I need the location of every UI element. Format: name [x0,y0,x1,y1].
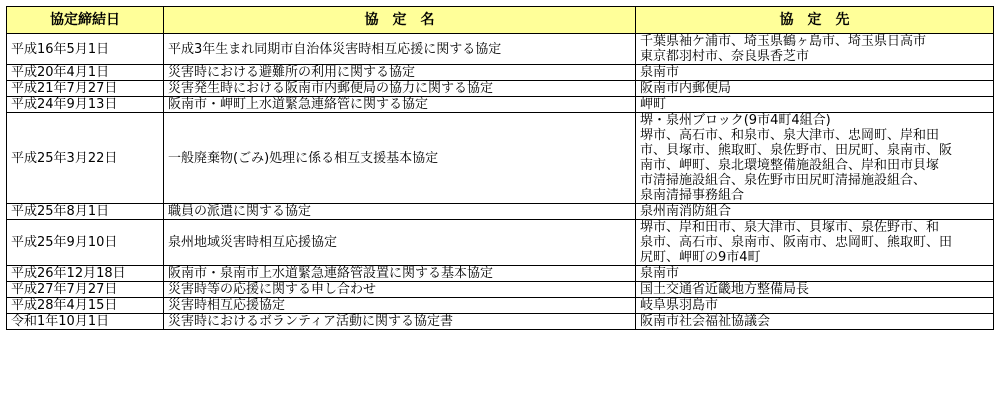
agreement-name-cell: 災害時におけるボランティア活動に関する協定書 [164,314,636,330]
date-cell: 平成25年3月22日 [7,113,164,204]
table-row [7,65,994,81]
date-cell: 平成21年7月27日 [7,81,164,97]
date-cell: 平成20年4月1日 [7,65,164,81]
date-cell: 平成28年4月15日 [7,298,164,314]
table-body [7,34,994,330]
table-row [7,34,994,65]
agreement-name-cell: 一般廃棄物(ごみ)処理に係る相互支援基本協定 [164,113,636,204]
table-row [7,298,994,314]
date-cell: 平成26年12月18日 [7,266,164,282]
table-row [7,81,994,97]
date-cell: 平成25年8月1日 [7,204,164,220]
date-cell: 令和1年10月1日 [7,314,164,330]
date-cell: 平成27年7月27日 [7,282,164,298]
partner-cell: 泉南市 [636,65,994,81]
agreement-name-cell: 職員の派遣に関する協定 [164,204,636,220]
table-row [7,266,994,282]
header-party: 協 定 先 [636,7,994,34]
partner-cell: 泉南市 [636,266,994,282]
partner-cell: 国土交通省近畿地方整備局長 [636,282,994,298]
table-row [7,314,994,330]
header-date: 協定締結日 [7,7,164,34]
table-row [7,282,994,298]
date-cell: 平成25年9月10日 [7,220,164,266]
agreement-name-cell: 災害時における避難所の利用に関する協定 [164,65,636,81]
table-row [7,204,994,220]
date-cell: 平成16年5月1日 [7,34,164,65]
partner-cell: 堺市、岸和田市、泉大津市、貝塚市、泉佐野市、和 泉市、高石市、泉南市、阪南市、忠岡町、熊取町、田 尻町、岬町の9市4町 [636,220,994,266]
table-row [7,113,994,204]
partner-cell: 岬町 [636,97,994,113]
partner-cell: 堺・泉州ブロック(9市4町4組合) 堺市、高石市、和泉市、泉大津市、忠岡町、岸和田 市、貝塚市、熊取町、泉佐野市、田尻町、泉南市、阪 南市、岬町、泉北環境整備施設組合、岸和田市貝塚 市清掃施設組合、泉佐野市田尻町清掃施設組合、 泉南清掃事務組合 [636,113,994,204]
header-name: 協 定 名 [164,7,636,34]
agreement-name-cell: 平成3年生まれ同期市自治体災害時相互応援に関する協定 [164,34,636,65]
agreement-name-cell: 災害時相互応援協定 [164,298,636,314]
partner-cell: 阪南市社会福祉協議会 [636,314,994,330]
date-cell: 平成24年9月13日 [7,97,164,113]
table-row [7,220,994,266]
agreement-name-cell: 阪南市・岬町上水道緊急連絡管に関する協定 [164,97,636,113]
table-header-row [7,7,994,34]
agreements-table-wrapper [6,6,993,330]
partner-cell: 千葉県袖ケ浦市、埼玉県鶴ヶ島市、埼玉県日高市 東京都羽村市、奈良県香芝市 [636,34,994,65]
agreement-name-cell: 阪南市・泉南市上水道緊急連絡管設置に関する基本協定 [164,266,636,282]
agreement-name-cell: 災害時等の応援に関する申し合わせ [164,282,636,298]
table-row [7,97,994,113]
partner-cell: 泉州南消防組合 [636,204,994,220]
partner-cell: 阪南市内郵便局 [636,81,994,97]
agreement-name-cell: 災害発生時における阪南市内郵便局の協力に関する協定 [164,81,636,97]
partner-cell: 岐阜県羽島市 [636,298,994,314]
agreement-name-cell: 泉州地域災害時相互応援協定 [164,220,636,266]
agreements-table [6,6,994,330]
